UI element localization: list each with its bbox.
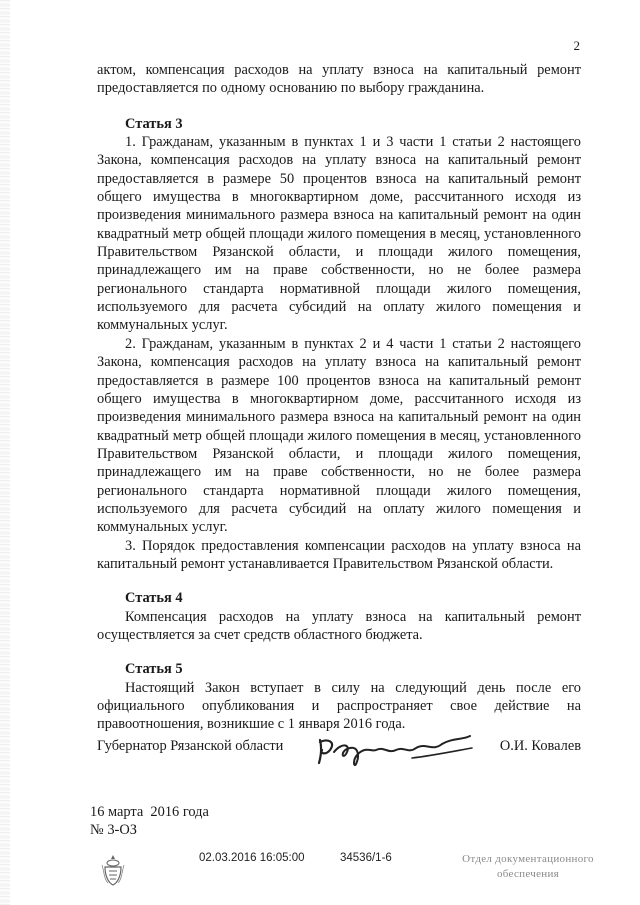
document-body: [97, 61, 581, 734]
scan-edge: [0, 0, 10, 905]
footer-datetime: 02.03.2016 16:05:00: [199, 852, 305, 864]
stamp-line-2: обеспечения: [496, 868, 560, 880]
article-4-heading: Статья 4: [125, 590, 183, 607]
governor-title: Губернатор Рязанской области: [97, 738, 284, 754]
stamp-line-1: Отдел документационного: [462, 853, 594, 865]
page-number: 2: [573, 38, 580, 53]
handwritten-signature: [312, 730, 477, 770]
law-number: № 3-ОЗ: [90, 822, 137, 838]
article-3-heading: Статья 3: [125, 115, 183, 132]
article-5-heading: Статья 5: [125, 661, 183, 678]
law-date-block: [90, 803, 209, 839]
department-stamp: [448, 852, 608, 882]
intro-paragraph: актом, компенсация расходов на уплату взноса на капитальный ремонт предоставляется по одному основанию по выбору гражданина.: [97, 62, 581, 97]
governor-name: О.И. Ковалев: [499, 738, 581, 754]
article-3-paragraph-1: 1. Гражданам, указанным в пунктах 1 и 3 части 1 статьи 2 настоящего Закона, компенсация расходов на уплату взноса на капитальный ремонт предоставляется в размере 50 процентов взноса на капитальный ремонт общего имущества в многоквартирном доме, рассчитанного исходя из произведения минимального размера взноса на капитальный ремонт на один квадратный метр общей площади жилого помещения в месяц, установленного Правительством Рязанской области, и площади жилого помещения, принадлежащего им на праве собственности, но не более размера регионального стандарта нормативной площади жилого помещения, используемого для расчета субсидий на оплату жилого помещения и коммунальных услуг.: [97, 134, 581, 334]
footer-registration-code: 34536/1-6: [340, 852, 392, 864]
article-3-paragraph-2: 2. Гражданам, указанным в пунктах 2 и 4 части 1 статьи 2 настоящего Закона, компенсация расходов на уплату взноса на капитальный ремонт предоставляется в размере 100 процентов взноса на капитальный ремонт общего имущества в многоквартирном доме, рассчитанного исходя из произведения минимального размера взноса на капитальный ремонт на один квадратный метр общей площади жилого помещения в месяц, установленного Правительством Рязанской области, и площади жилого помещения, принадлежащего им на праве собственности, но не более размера регионального стандарта нормативной площади жилого помещения, используемого для расчета субсидий на оплату жилого помещения и коммунальных услуг.: [97, 335, 581, 536]
article-4-paragraph-1: Компенсация расходов на уплату взноса на капитальный ремонт осуществляется за счет средств областного бюджета.: [97, 608, 581, 643]
article-3-paragraph-3: 3. Порядок предоставления компенсации расходов на уплату взноса на капитальный ремонт устанавливается Правительством Рязанской области.: [97, 537, 581, 572]
signature-block: [97, 738, 581, 768]
coat-of-arms-icon: [100, 853, 126, 887]
article-5-paragraph-1: Настоящий Закон вступает в силу на следующий день после его официального опубликования и распространяет свое действие на правоотношения, возникшие с 1 января 2016 года.: [97, 679, 581, 733]
law-date: 16 марта 2016 года: [90, 804, 209, 820]
